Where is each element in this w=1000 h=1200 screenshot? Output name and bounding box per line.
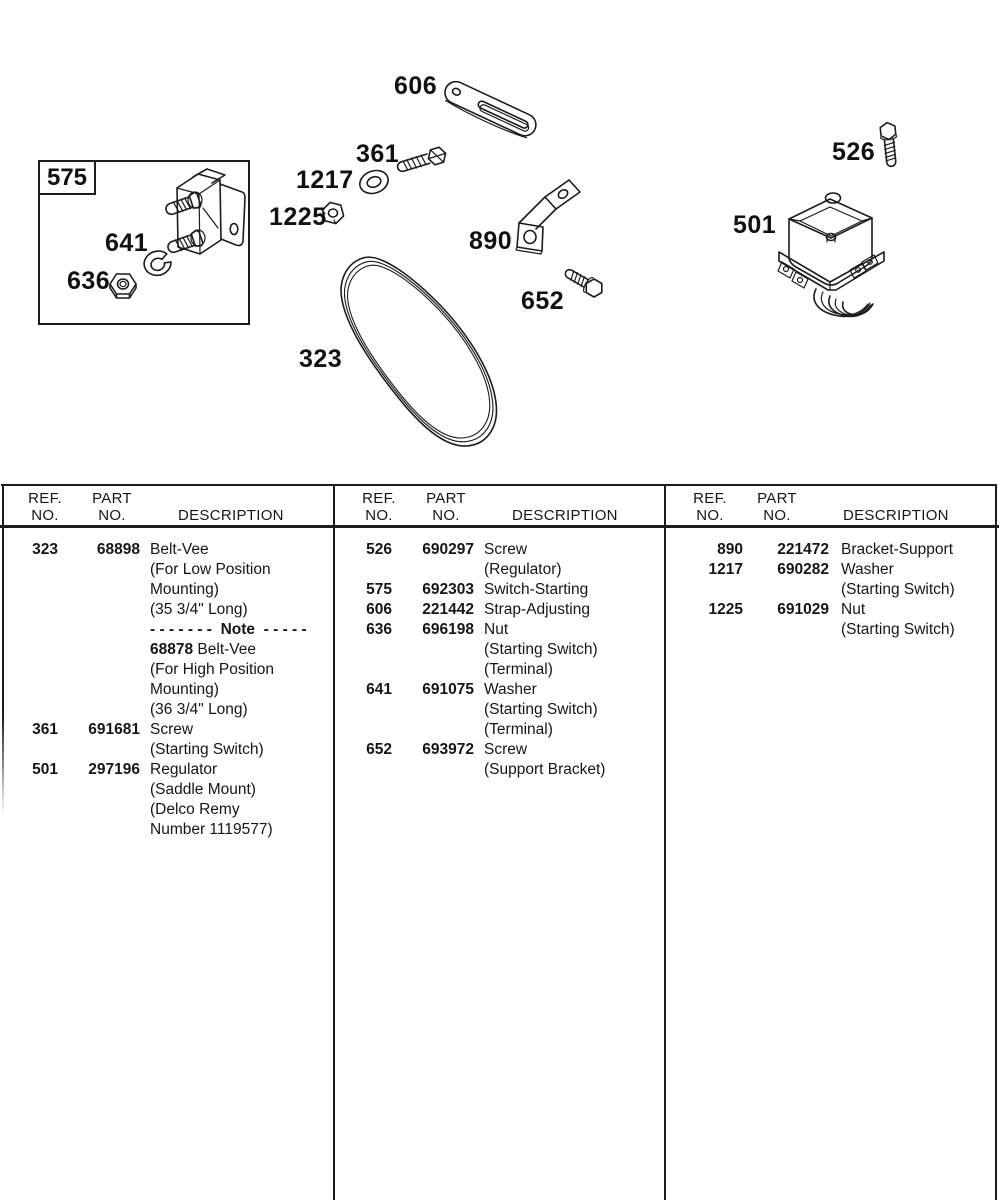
table-top-border xyxy=(1,484,997,486)
table-row: (Starting Switch) xyxy=(150,741,264,758)
part-no-header: PART xyxy=(92,490,132,507)
part-label-636: 636 xyxy=(67,267,111,295)
table-row: Mounting) xyxy=(150,681,219,698)
table-row: 1225 691029 Nut xyxy=(708,601,866,618)
belt-vee-drawing xyxy=(341,257,496,446)
table-row: 652 693972 Screw xyxy=(366,741,528,758)
regulator-drawing xyxy=(778,193,884,316)
part-label-606: 606 xyxy=(394,72,438,100)
table-row: (36 3/4" Long) xyxy=(150,701,248,718)
ref-no-header: REF. xyxy=(28,490,62,507)
table-row: 606 221442 Strap-Adjusting xyxy=(366,601,590,618)
table-row: (35 3/4" Long) xyxy=(150,601,248,618)
part-label-526: 526 xyxy=(832,138,876,166)
parts-list-column-2 xyxy=(336,540,668,780)
table-row: Mounting) xyxy=(150,581,219,598)
parts-list-column-1 xyxy=(2,540,334,840)
part-no-header: PART xyxy=(757,490,797,507)
screw-526-drawing xyxy=(879,122,900,167)
ref-no-header: REF. xyxy=(362,490,396,507)
table-row: (Support Bracket) xyxy=(484,761,606,778)
description-header: DESCRIPTION xyxy=(843,507,949,524)
bracket-support-drawing xyxy=(516,180,580,254)
table-row: (Saddle Mount) xyxy=(150,781,256,798)
strap-adjusting-drawing xyxy=(440,78,539,142)
inset-box-label xyxy=(38,160,96,195)
description-header: DESCRIPTION xyxy=(512,507,618,524)
table-header-col1: REF. NO. PART NO. DESCRIPTION xyxy=(28,490,284,524)
table-row: Number 1119577) xyxy=(150,821,273,838)
table-row: (Starting Switch) xyxy=(484,701,598,718)
description-header: DESCRIPTION xyxy=(178,507,284,524)
part-no-header: PART xyxy=(426,490,466,507)
table-row: 68878 Belt-Vee xyxy=(150,641,257,658)
table-row: 323 68898 Belt-Vee xyxy=(32,541,209,558)
part-label-1217: 1217 xyxy=(296,166,354,194)
table-header-col2: REF. NO. PART NO. DESCRIPTION xyxy=(362,490,618,524)
table-row: - - - - - - - Note - - - - - xyxy=(150,621,307,638)
part-label-641: 641 xyxy=(105,229,149,257)
washer-1217-drawing xyxy=(357,167,392,198)
table-row: (Starting Switch) xyxy=(841,581,955,598)
table-row: (Terminal) xyxy=(484,721,553,738)
table-row: 636 696198 Nut xyxy=(366,621,509,638)
table-row: (Starting Switch) xyxy=(484,641,598,658)
screw-652-drawing xyxy=(562,264,606,299)
part-label-323: 323 xyxy=(299,345,343,373)
part-label-1225: 1225 xyxy=(269,203,327,231)
table-row: 890 221472 Bracket-Support xyxy=(717,541,953,558)
table-row: (Terminal) xyxy=(484,661,553,678)
part-label-890: 890 xyxy=(469,227,513,255)
table-row: 526 690297 Screw xyxy=(366,541,528,558)
table-row: 361 691681 Screw xyxy=(32,721,194,738)
table-row: (For High Position xyxy=(150,661,275,678)
table-row: 641 691075 Washer xyxy=(366,681,537,698)
part-label-501: 501 xyxy=(733,211,777,239)
part-label-575: 575 xyxy=(46,163,88,191)
ref-no-header: REF. xyxy=(693,490,727,507)
table-row: 1217 690282 Washer xyxy=(708,561,894,578)
table-row: (For Low Position xyxy=(150,561,271,578)
table-row: 575 692303 Switch-Starting xyxy=(366,581,589,598)
part-label-361: 361 xyxy=(356,140,400,168)
screw-361-drawing xyxy=(396,146,448,176)
part-label-652: 652 xyxy=(521,287,565,315)
table-row: (Starting Switch) xyxy=(841,621,955,638)
table-header-col3: REF. NO. PART NO. DESCRIPTION xyxy=(693,490,949,524)
table-row: 501 297196 Regulator xyxy=(32,761,218,778)
table-row: (Regulator) xyxy=(484,561,562,578)
parts-list-column-3 xyxy=(667,540,999,640)
table-row: (Delco Remy xyxy=(150,801,240,818)
